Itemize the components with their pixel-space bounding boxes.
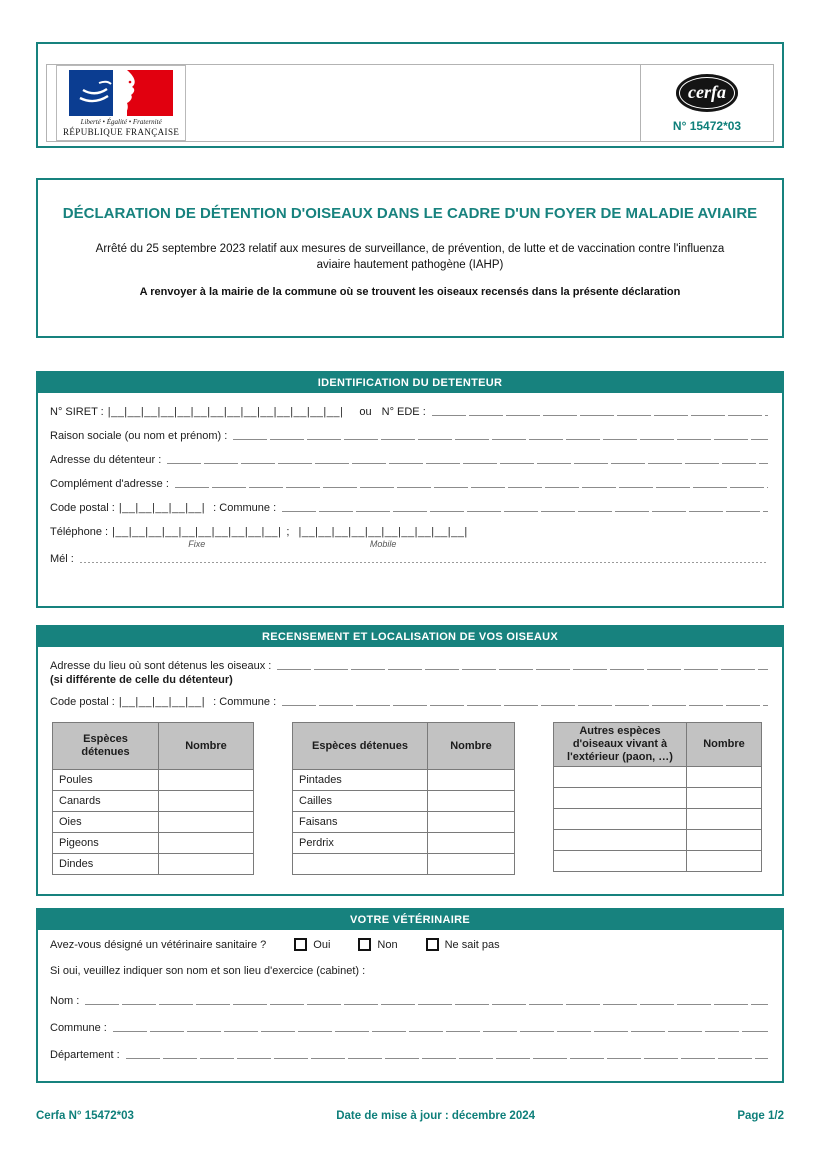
count-cell[interactable]: [428, 791, 515, 812]
count-cell[interactable]: [428, 812, 515, 833]
count-header: Nombre: [687, 723, 762, 767]
table-row: [53, 854, 254, 875]
section-recensement-title: RECENSEMENT ET LOCALISATION DE VOS OISEAUX: [38, 627, 782, 647]
section-recensement-body: [38, 647, 782, 875]
code-postal-row: [50, 502, 770, 514]
vet-commune-field[interactable]: [113, 1031, 768, 1032]
table-row: [53, 770, 254, 791]
header-box: [36, 42, 784, 148]
complement-adresse-row: [50, 478, 770, 490]
table-row: [53, 812, 254, 833]
table-row: [53, 791, 254, 812]
fixe-caption: Fixe: [188, 539, 206, 549]
table-row: [554, 767, 762, 788]
section-veterinaire: [36, 908, 784, 1083]
species-cell: Dindes: [53, 854, 159, 875]
option-non[interactable]: [358, 938, 397, 951]
count-cell[interactable]: [428, 833, 515, 854]
form-notice: A renvoyer à la mairie de la commune où se trouvent les oiseaux recensés dans la présente déclaration: [139, 286, 681, 298]
species-cell: Canards: [53, 791, 159, 812]
checkbox-ne-sait-pas-icon[interactable]: [426, 938, 439, 951]
species-table-3: [553, 722, 762, 872]
vet-departement-field[interactable]: [126, 1058, 768, 1059]
count-header: Nombre: [159, 723, 254, 770]
telephone-fixe-group: [112, 526, 281, 549]
section-recensement: [36, 625, 784, 896]
count-cell[interactable]: [687, 851, 762, 872]
vet-departement-label: Département :: [50, 1049, 120, 1061]
form-title: DÉCLARATION DE DÉTENTION D'OISEAUX DANS LE CADRE D'UN FOYER DE MALADIE AVIAIRE: [62, 205, 758, 222]
vet-nom-row: [50, 995, 770, 1007]
species-cell: Pintades: [293, 770, 428, 791]
count-cell[interactable]: [159, 770, 254, 791]
table-row: [554, 830, 762, 851]
code-postal-label: Code postal :: [50, 502, 115, 514]
count-cell[interactable]: [159, 833, 254, 854]
option-oui[interactable]: [294, 938, 330, 951]
footer-update-date: Date de mise à jour : décembre 2024: [336, 1110, 536, 1122]
species-cell: Oies: [53, 812, 159, 833]
table-row: [554, 809, 762, 830]
species-cell[interactable]: [554, 851, 687, 872]
republique-text: RÉPUBLIQUE FRANÇAISE: [63, 127, 180, 137]
species-cell: Perdrix: [293, 833, 428, 854]
option-ne-sait-pas-label: Ne sait pas: [444, 938, 500, 951]
cerfa-number: N° 15472*03: [672, 118, 742, 133]
section-identification-body: [38, 393, 782, 565]
adresse-oiseaux-note: (si différente de celle du détenteur): [50, 674, 233, 686]
mel-row: [50, 553, 770, 565]
species-cell: Faisans: [293, 812, 428, 833]
species-header: Espèces détenues: [293, 723, 428, 770]
count-cell[interactable]: [687, 809, 762, 830]
count-cell[interactable]: [428, 770, 515, 791]
table-header-row: [293, 723, 515, 770]
count-cell[interactable]: [687, 767, 762, 788]
adresse-detenteur-field[interactable]: [167, 463, 768, 464]
adresse-oiseaux-label: Adresse du lieu où sont détenus les oiseaux :: [50, 660, 272, 672]
species-cell[interactable]: [554, 830, 687, 851]
code-postal-oiseaux-field[interactable]: |__|__|__|__|__|: [118, 696, 206, 708]
telephone-separator: ;: [286, 526, 290, 538]
title-box: [36, 178, 784, 338]
table-row: [293, 854, 515, 875]
siret-field[interactable]: |__|__|__|__|__|__|__|__|__|__|__|__|__|__|: [107, 406, 344, 418]
telephone-mobile-group: [298, 526, 467, 549]
siret-label: N° SIRET :: [50, 406, 104, 418]
mel-label: Mél :: [50, 553, 74, 565]
adresse-oiseaux-row: [50, 660, 770, 672]
species-cell: Pigeons: [53, 833, 159, 854]
vet-question-row: [50, 938, 770, 951]
species-cell[interactable]: [554, 767, 687, 788]
count-cell[interactable]: [159, 791, 254, 812]
adresse-detenteur-row: [50, 454, 770, 466]
table-row: [293, 833, 515, 854]
mobile-caption: Mobile: [369, 539, 397, 549]
species-header: Autres espèces d'oiseaux vivant à l'extérieur (paon, …): [554, 723, 687, 767]
code-postal-oiseaux-label: Code postal :: [50, 696, 115, 708]
telephone-row: [50, 526, 770, 549]
commune-oiseaux-label: : Commune :: [213, 696, 277, 708]
vet-departement-row: [50, 1049, 770, 1061]
ede-label: N° EDE :: [381, 406, 426, 418]
motto-text: Liberté • Égalité • Fraternité: [80, 118, 162, 126]
vet-instruction: Si oui, veuillez indiquer son nom et son lieu d'exercice (cabinet) :: [50, 965, 366, 977]
cerfa-logo-icon: cerfa: [676, 74, 738, 112]
commune-oiseaux-field[interactable]: [282, 705, 768, 706]
count-cell[interactable]: [428, 854, 515, 875]
header-strip: [46, 64, 774, 142]
commune-label: : Commune :: [213, 502, 277, 514]
code-postal-oiseaux-row: [50, 696, 770, 708]
header-strip-left: [47, 65, 640, 141]
option-ne-sait-pas[interactable]: [426, 938, 500, 951]
option-non-label: Non: [377, 938, 398, 951]
vet-question: Avez-vous désigné un vétérinaire sanitaire ?: [50, 938, 267, 951]
republique-francaise-logo: [56, 65, 186, 141]
count-header: Nombre: [428, 723, 515, 770]
table-header-row: [554, 723, 762, 767]
section-identification-title: IDENTIFICATION DU DETENTEUR: [38, 373, 782, 393]
table-row: [554, 788, 762, 809]
count-cell[interactable]: [687, 788, 762, 809]
species-cell: Cailles: [293, 791, 428, 812]
marianne-flag-icon: [69, 70, 173, 116]
checkbox-oui-icon[interactable]: [294, 938, 307, 951]
checkbox-non-icon[interactable]: [358, 938, 371, 951]
complement-adresse-label: Complément d'adresse :: [50, 478, 169, 490]
vet-nom-label: Nom :: [50, 995, 80, 1007]
form-subtitle: Arrêté du 25 septembre 2023 relatif aux mesures de surveillance, de prévention, de lutte et de vaccination contre l'influenza aviaire hautement pathogène (IAHP): [95, 243, 725, 271]
raison-sociale-row: [50, 430, 770, 442]
section-veterinaire-title: VOTRE VÉTÉRINAIRE: [38, 910, 782, 930]
count-cell[interactable]: [159, 812, 254, 833]
telephone-fixe-field[interactable]: |__|__|__|__|__|__|__|__|__|__|: [112, 526, 282, 538]
table-row: [293, 770, 515, 791]
telephone-label: Téléphone :: [50, 526, 109, 538]
code-postal-field[interactable]: |__|__|__|__|__|: [118, 502, 206, 514]
species-tables: [52, 722, 770, 875]
vet-commune-label: Commune :: [50, 1022, 107, 1034]
species-cell[interactable]: [554, 788, 687, 809]
siret-row: [50, 406, 770, 418]
table-row: [293, 791, 515, 812]
species-table-1: [52, 722, 254, 875]
option-oui-label: Oui: [313, 938, 331, 951]
cerfa-cell: [640, 65, 773, 141]
count-cell[interactable]: [159, 854, 254, 875]
adresse-oiseaux-field[interactable]: [277, 669, 768, 670]
ou-label: ou: [359, 406, 372, 418]
page-footer: [36, 1110, 784, 1122]
table-row: [554, 851, 762, 872]
complement-adresse-field[interactable]: [175, 487, 768, 488]
mel-field[interactable]: [80, 562, 768, 563]
raison-sociale-label: Raison sociale (ou nom et prénom) :: [50, 430, 228, 442]
section-veterinaire-body: [38, 930, 782, 1061]
footer-page-number: Page 1/2: [737, 1110, 784, 1122]
count-cell[interactable]: [687, 830, 762, 851]
raison-sociale-field[interactable]: [233, 439, 768, 440]
ede-field[interactable]: [432, 415, 768, 416]
species-table-2: [292, 722, 515, 875]
species-cell[interactable]: [293, 854, 428, 875]
vet-commune-row: [50, 1022, 770, 1034]
table-row: [293, 812, 515, 833]
commune-field[interactable]: [282, 511, 768, 512]
footer-cerfa-number: Cerfa N° 15472*03: [36, 1110, 134, 1122]
section-identification: [36, 371, 784, 608]
adresse-detenteur-label: Adresse du détenteur :: [50, 454, 162, 466]
table-header-row: [53, 723, 254, 770]
table-row: [53, 833, 254, 854]
telephone-mobile-field[interactable]: |__|__|__|__|__|__|__|__|__|__|: [298, 526, 468, 538]
species-cell: Poules: [53, 770, 159, 791]
vet-nom-field[interactable]: [85, 1004, 768, 1005]
species-header: Espèces détenues: [53, 723, 159, 770]
species-cell[interactable]: [554, 809, 687, 830]
